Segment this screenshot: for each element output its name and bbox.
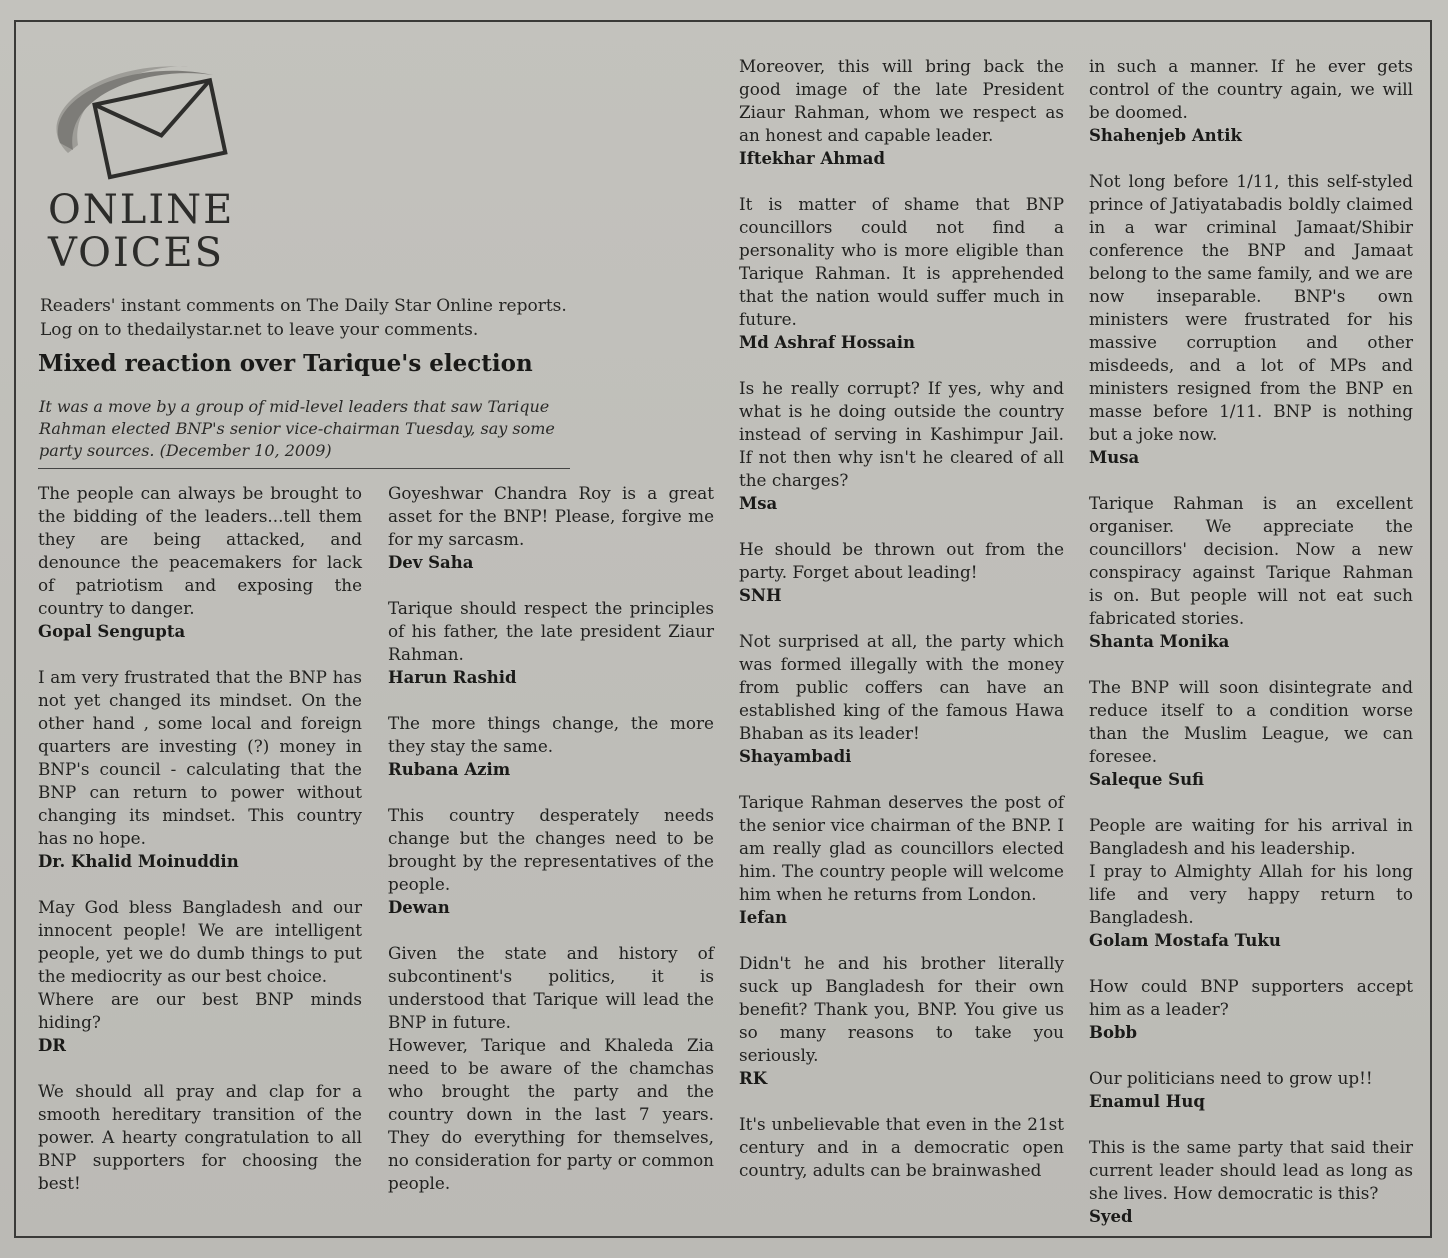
masthead-line-1: ONLINE: [48, 187, 235, 233]
reader-comment: [38, 666, 362, 873]
reader-comment: [388, 712, 714, 781]
article-headline: Mixed reaction over Tarique's election: [38, 350, 533, 377]
reader-comment: [739, 630, 1064, 768]
reader-comment: [38, 896, 362, 1057]
reader-comment: [739, 791, 1064, 929]
reader-comment: [388, 482, 714, 574]
comment-text: He should be thrown out from the party. Forget about leading!: [739, 539, 1064, 582]
reader-comment: [739, 1113, 1064, 1182]
comment-author: Msa: [739, 494, 778, 513]
comment-author: Iftekhar Ahmad: [739, 149, 885, 168]
reader-comment: [388, 942, 714, 1195]
comment-author: SNH: [739, 586, 782, 605]
comment-text: May God bless Bangladesh and our innocent people! We are intelligent people, yet we do dumb things to put the mediocrity as our best choice. Where are our best BNP minds hiding?: [38, 897, 362, 1032]
comment-author: Golam Mostafa Tuku: [1089, 931, 1281, 950]
comment-author: DR: [38, 1036, 67, 1055]
reader-comment: [38, 482, 362, 643]
reader-comment: [739, 193, 1064, 354]
online-voices-masthead: [38, 55, 278, 295]
divider-rule: [38, 468, 570, 469]
comment-author: Shanta Monika: [1089, 632, 1230, 651]
comment-author: Syed: [1089, 1207, 1133, 1226]
reader-comment: [739, 55, 1064, 170]
comment-column-1: [38, 482, 362, 1218]
comment-text: in such a manner. If he ever gets control of the country again, we will be doomed.: [1089, 56, 1413, 122]
comment-author: Dewan: [388, 898, 450, 917]
comment-author: Dev Saha: [388, 553, 474, 572]
comment-text: I am very frustrated that the BNP has not yet changed its mindset. On the other hand , some local and foreign quarters are investing (?) money in BNP's council - calculating that the BNP can return to power without changing its mindset. This country has no hope.: [38, 667, 362, 848]
comment-column-4: [1089, 55, 1413, 1251]
comment-author: RK: [739, 1069, 768, 1088]
reader-comment: [1089, 170, 1413, 469]
comment-text: Moreover, this will bring back the good image of the late President Ziaur Rahman, whom we respect as an honest and capable leader.: [739, 56, 1064, 145]
comment-author: Gopal Sengupta: [38, 622, 186, 641]
intro-line-2: Log on to thedailystar.net to leave your comments.: [40, 320, 479, 340]
comment-text: It's unbelievable that even in the 21st century and in a democratic open country, adults can be brainwashed: [739, 1114, 1064, 1180]
comment-text: Is he really corrupt? If yes, why and what is he doing outside the country instead of serving in Kashimpur Jail. If not then why isn't he cleared of all the charges?: [739, 378, 1064, 490]
comment-text: It is matter of shame that BNP councillors could not find a personality who is more eligible than Tarique Rahman. It is apprehended that the nation would suffer much in future.: [739, 194, 1064, 329]
reader-comment: [1089, 814, 1413, 952]
reader-comment: [739, 538, 1064, 607]
comment-author: Dr. Khalid Moinuddin: [38, 852, 239, 871]
comment-text: Our politicians need to grow up!!: [1089, 1068, 1373, 1088]
comment-text: Not surprised at all, the party which was formed illegally with the money from public coffers can have an established king of the famous Hawa Bhaban as its leader!: [739, 631, 1064, 743]
comment-author: Bobb: [1089, 1023, 1138, 1042]
comment-author: Saleque Sufi: [1089, 770, 1205, 789]
reader-comment: [739, 377, 1064, 515]
masthead-line-2: VOICES: [48, 230, 224, 276]
reader-comment: [1089, 55, 1413, 147]
reader-comment: [739, 952, 1064, 1090]
comment-text: People are waiting for his arrival in Bangladesh and his leadership. I pray to Almighty Allah for his long life and very happy return to Bangladesh.: [1089, 815, 1413, 927]
comment-text: How could BNP supporters accept him as a leader?: [1089, 976, 1413, 1019]
intro-line-1: Readers' instant comments on The Daily Star Online reports.: [40, 296, 567, 316]
comment-author: Iefan: [739, 908, 788, 927]
comment-author: Md Ashraf Hossain: [739, 333, 915, 352]
intro-text: [40, 294, 600, 342]
reader-comment: [388, 804, 714, 919]
reader-comment: [1089, 492, 1413, 653]
comment-author: Harun Rashid: [388, 668, 517, 687]
article-deck: It was a move by a group of mid-level leaders that saw Tarique Rahman elected BNP's senior vice-chairman Tuesday, say some party sources. (December 10, 2009): [39, 397, 555, 460]
comment-text: Tarique should respect the principles of his father, the late president Ziaur Rahman.: [388, 598, 714, 664]
comment-column-2: [388, 482, 714, 1218]
comment-text: Given the state and history of subcontinent's politics, it is understood that Tarique will lead the BNP in future. However, Tarique and Khaleda Zia need to be aware of the chamchas who brought the party and the country down in the last 7 years. They do everything for themselves, no consideration for party or common people.: [388, 943, 714, 1193]
comment-author: Musa: [1089, 448, 1140, 467]
comment-text: The people can always be brought to the bidding of the leaders...tell them they are being attacked, and denounce the peacemakers for lack of patriotism and exposing the country to danger.: [38, 483, 362, 618]
comment-column-3: [739, 55, 1064, 1205]
masthead-title: [48, 189, 234, 275]
reader-comment: [38, 1080, 362, 1195]
comment-author: Shayambadi: [739, 747, 852, 766]
comment-text: This country desperately needs change but the changes need to be brought by the representatives of the people.: [388, 805, 714, 894]
reader-comment: [1089, 676, 1413, 791]
comment-author: Rubana Azim: [388, 760, 511, 779]
reader-comment: [1089, 1067, 1413, 1113]
comment-text: This is the same party that said their current leader should lead as long as she lives. How democratic is this?: [1089, 1137, 1413, 1203]
comment-text: The more things change, the more they stay the same.: [388, 713, 714, 756]
comment-text: We should all pray and clap for a smooth hereditary transition of the power. A hearty congratulation to all BNP supporters for choosing the best!: [38, 1081, 362, 1193]
comment-text: Didn't he and his brother literally suck up Bangladesh for their own benefit? Thank you, BNP. You give us so many reasons to take you seriously.: [739, 953, 1064, 1065]
comment-author: Shahenjeb Antik: [1089, 126, 1242, 145]
comment-author: Enamul Huq: [1089, 1092, 1205, 1111]
comment-text: Not long before 1/11, this self-styled prince of Jatiyatabadis boldly claimed in a war criminal Jamaat/Shibir conference the BNP and Jamaat belong to the same family, and we are now inseparable. BNP's own ministers were frustrated for his massive corruption and other misdeeds, and a lot of MPs and ministers resigned from the BNP en masse before 1/11. BNP is nothing but a joke now.: [1089, 171, 1413, 444]
reader-comment: [1089, 1136, 1413, 1228]
comment-text: Goyeshwar Chandra Roy is a great asset for the BNP! Please, forgive me for my sarcasm.: [388, 483, 714, 549]
comment-text: The BNP will soon disintegrate and reduce itself to a condition worse than the Muslim League, we can foresee.: [1089, 677, 1413, 766]
reader-comment: [388, 597, 714, 689]
envelope-icon: [38, 55, 278, 195]
comment-text: Tarique Rahman is an excellent organiser. We appreciate the councillors' decision. Now a new conspiracy against Tarique Rahman is on. But people will not eat such fabricated stories.: [1089, 493, 1413, 628]
comment-text: Tarique Rahman deserves the post of the senior vice chairman of the BNP. I am really glad as councillors elected him. The country people will welcome him when he returns from London.: [739, 792, 1064, 904]
reader-comment: [1089, 975, 1413, 1044]
